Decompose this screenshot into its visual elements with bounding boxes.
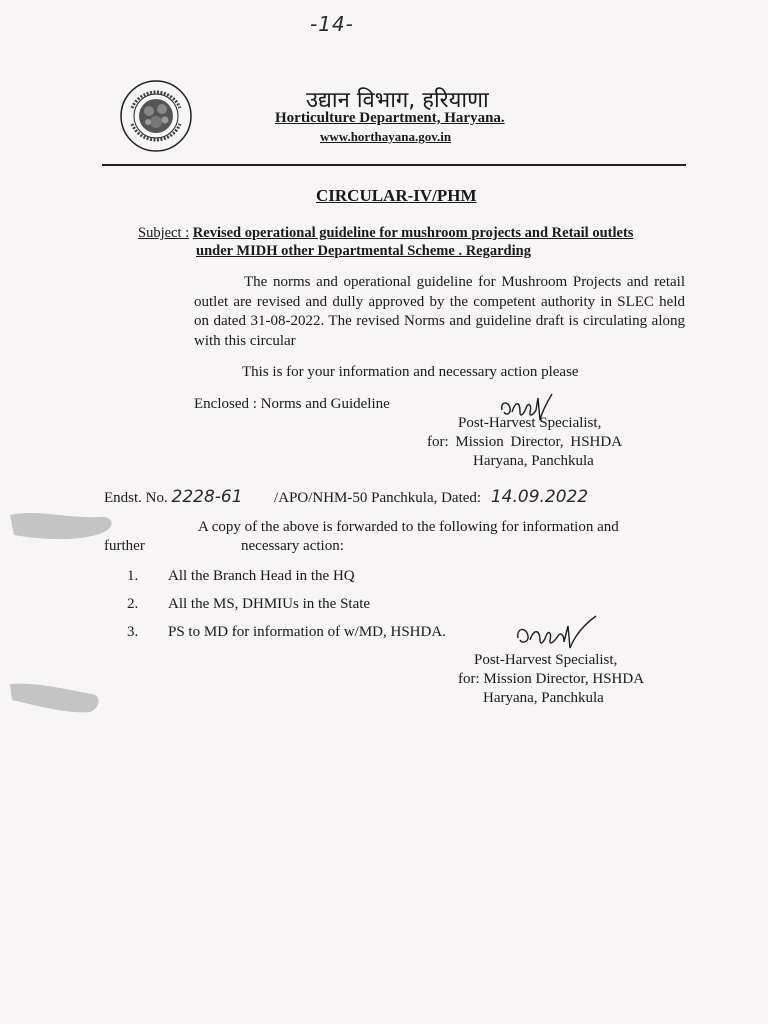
circular-title: CIRCULAR-IV/PHM xyxy=(316,186,477,205)
department-seal-logo xyxy=(118,78,194,154)
subject-label: Subject : xyxy=(138,225,190,241)
endorsement-line xyxy=(104,487,588,507)
department-name: Horticulture Department, Haryana. xyxy=(275,110,505,126)
subject-line-1 xyxy=(138,225,633,242)
page-number: -14- xyxy=(310,12,354,36)
subject-text-1: Revised operational guideline for mushroom projects and Retail outlets xyxy=(192,225,634,241)
endorsement-middle: /APO/NHM-50 Panchkula, Dated: xyxy=(274,490,482,506)
recipient-number: 1. xyxy=(127,568,139,584)
info-line: This is for your information and necessary action please xyxy=(242,364,579,380)
endorsement-number: 2228-61 xyxy=(171,487,243,507)
recipient-text: All the MS, DHMIUs in the State xyxy=(168,596,371,612)
enclosed-note: Enclosed : Norms and Guideline xyxy=(194,396,390,412)
punch-hole-smudge-bottom xyxy=(8,678,103,720)
department-website[interactable]: www.horthayana.gov.in xyxy=(320,129,452,144)
body-paragraph-text: The norms and operational guideline for Mushroom Projects and retail outlet are revised and dully approved by the competent authority in SLEC held on dated 31-08-2022. The revised Norms and guideline draft is circulating along with this circular xyxy=(194,274,685,349)
signature-1-location: Haryana, Panchkula xyxy=(473,453,594,469)
copy-text-further: further xyxy=(104,538,145,554)
punch-hole-smudge-top xyxy=(8,505,118,547)
signature-2-title: Post-Harvest Specialist, xyxy=(474,652,618,668)
endorsement-date: 14.09.2022 xyxy=(490,487,589,507)
signature-2-role: for: Mission Director, HSHDA xyxy=(458,671,645,687)
recipient-text: PS to MD for information of w/MD, HSHDA. xyxy=(168,624,446,640)
header-divider xyxy=(102,164,686,166)
recipient-text: All the Branch Head in the HQ xyxy=(168,568,355,584)
signature-2-location: Haryana, Panchkula xyxy=(483,690,604,706)
recipient-number: 3. xyxy=(127,624,139,640)
recipient-number: 2. xyxy=(127,596,139,612)
signature-1-role: for: Mission Director, HSHDA xyxy=(427,434,623,450)
copy-text-line-1: A copy of the above is forwarded to the following for information and xyxy=(198,519,619,535)
endorsement-prefix: Endst. No. xyxy=(104,490,168,506)
subject-text-2: under MIDH other Departmental Scheme . Regarding xyxy=(196,243,531,259)
copy-text-line-2: necessary action: xyxy=(241,538,344,554)
body-paragraph xyxy=(194,273,685,351)
hindi-title: उद्यान विभाग, हरियाणा xyxy=(306,88,489,113)
signature-1-title: Post-Harvest Specialist, xyxy=(458,415,602,431)
